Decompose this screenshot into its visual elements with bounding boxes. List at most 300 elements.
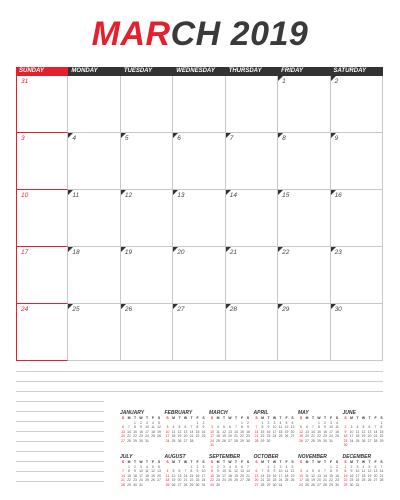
- day-cell: [278, 247, 330, 304]
- mini-weekday: T: [190, 460, 193, 464]
- mini-weekday: W: [228, 416, 232, 420]
- mini-weekday: S: [291, 460, 294, 464]
- mini-day: 24: [299, 482, 303, 487]
- mini-day: 16: [201, 429, 206, 434]
- mini-day: 11: [305, 473, 309, 478]
- mini-day: 24: [278, 478, 283, 482]
- mini-day: 13: [228, 429, 232, 434]
- day-cell: [226, 133, 278, 190]
- mini-day: 31: [210, 443, 214, 447]
- mini-weekday: S: [291, 416, 294, 420]
- mini-day: 23: [272, 478, 277, 482]
- mini-day: 28: [254, 438, 259, 443]
- mini-month: [343, 454, 385, 494]
- mini-day: 4: [306, 469, 308, 473]
- mini-day: 29: [240, 438, 244, 443]
- weekday-thursday: THURSDAY: [226, 67, 278, 76]
- mini-day: 22: [317, 434, 321, 438]
- mini-weekday: F: [196, 460, 199, 464]
- day-number: 9: [334, 135, 339, 142]
- mini-day: 20: [367, 434, 372, 438]
- day-cell: [226, 76, 278, 133]
- mini-day: 18: [228, 473, 232, 478]
- mini-day: 13: [121, 429, 125, 434]
- mini-day: 11: [151, 425, 155, 429]
- mini-day: 12: [299, 429, 303, 434]
- year-overview: [120, 410, 386, 495]
- mini-day: 25: [355, 438, 360, 443]
- mini-day: 14: [183, 473, 188, 478]
- mini-day: 29: [317, 438, 321, 443]
- mini-day: 28: [260, 482, 265, 487]
- mini-day: 13: [240, 469, 244, 473]
- day-cell: [121, 133, 173, 190]
- day-cell: [16, 190, 68, 247]
- mini-day: 21: [183, 478, 188, 482]
- day-number: 6: [177, 135, 181, 142]
- mini-day: 12: [177, 429, 182, 434]
- mini-day: 2: [140, 420, 142, 425]
- mini-day: 30: [266, 438, 271, 443]
- mini-weekday: M: [261, 460, 264, 464]
- mini-day: 26: [171, 482, 176, 487]
- mini-day: 13: [367, 429, 372, 434]
- mini-day: 3: [211, 425, 213, 429]
- note-line: [16, 362, 383, 372]
- mini-day: 19: [222, 434, 226, 438]
- mini-day: 10: [355, 469, 360, 473]
- mini-day: 11: [335, 425, 339, 429]
- mini-day: 7: [247, 464, 249, 469]
- mini-weekday: F: [240, 460, 244, 464]
- mini-weekday: T: [368, 460, 371, 464]
- mini-day: 5: [172, 469, 175, 473]
- mini-weekday: T: [311, 460, 315, 464]
- mini-day: 15: [240, 429, 244, 434]
- day-cell: [16, 247, 68, 304]
- mini-month: [165, 410, 207, 450]
- mini-weekday: F: [285, 460, 288, 464]
- mini-month-name: MAY: [298, 410, 309, 416]
- mini-day: 17: [222, 473, 226, 478]
- mini-month-name: JUNE: [342, 410, 356, 416]
- mini-day: 26: [361, 438, 366, 443]
- mini-day: 15: [260, 429, 265, 434]
- mini-day: 10: [222, 469, 226, 473]
- mini-day: 5: [362, 425, 365, 429]
- mini-day: 2: [273, 464, 276, 469]
- mini-day: 26: [157, 434, 161, 438]
- mini-month-name: APRIL: [253, 410, 269, 416]
- mini-month: [343, 410, 385, 450]
- mini-day: 4: [166, 469, 169, 473]
- mini-day: 16: [343, 434, 348, 438]
- mini-day: 20: [240, 473, 244, 478]
- day-cell: [68, 76, 120, 133]
- mini-day: 29: [329, 482, 333, 487]
- mini-day: 29: [127, 482, 131, 487]
- day-cell: [16, 133, 68, 190]
- mini-day: 26: [299, 438, 303, 443]
- mini-day: 10: [349, 429, 354, 434]
- day-number: 16: [334, 192, 342, 199]
- day-number: 17: [21, 249, 29, 256]
- mini-day: 30: [133, 482, 137, 487]
- mini-day: 1: [134, 420, 136, 425]
- mini-day: 1: [380, 420, 383, 425]
- mini-day: 5: [300, 425, 302, 429]
- mini-day: 19: [367, 473, 372, 478]
- day-number: 14: [229, 192, 237, 199]
- mini-day: 25: [145, 478, 149, 482]
- mini-day: 21: [189, 434, 194, 438]
- day-cell: [173, 247, 225, 304]
- mini-day: 27: [317, 482, 321, 487]
- mini-weekday: F: [329, 460, 333, 464]
- mini-weekday: T: [267, 416, 270, 420]
- day-cell: [121, 76, 173, 133]
- mini-day: 31: [145, 438, 149, 443]
- mini-day: 30: [343, 443, 348, 447]
- mini-day: 19: [151, 473, 155, 478]
- mini-day: 27: [121, 438, 125, 443]
- mini-day: 14: [260, 473, 265, 478]
- mini-day: 16: [266, 429, 271, 434]
- mini-day: 30: [246, 438, 250, 443]
- day-cells: [16, 76, 383, 361]
- mini-day: 31: [278, 482, 283, 487]
- mini-day: 24: [272, 434, 277, 438]
- mini-day: 24: [165, 438, 170, 443]
- mini-day: 19: [290, 473, 295, 478]
- mini-weekday: S: [255, 416, 258, 420]
- mini-day: 9: [202, 425, 205, 429]
- day-cell: [173, 304, 225, 361]
- mini-day: 27: [177, 482, 182, 487]
- day-cell: [226, 304, 278, 361]
- mini-weekday: T: [368, 416, 371, 420]
- mini-weekday: F: [285, 416, 288, 420]
- mini-day: 29: [260, 438, 265, 443]
- mini-day: 28: [127, 438, 131, 443]
- mini-day: 9: [344, 429, 347, 434]
- mini-weekday: W: [183, 416, 188, 420]
- mini-month: [120, 454, 162, 494]
- mini-day: 14: [246, 469, 250, 473]
- mini-day: 29: [343, 482, 348, 487]
- day-number: 3: [21, 135, 25, 142]
- mini-month-name: NOVEMBER: [298, 454, 327, 460]
- mini-day: 16: [349, 473, 354, 478]
- mini-day: 10: [272, 425, 277, 429]
- mini-day: 28: [121, 482, 125, 487]
- mini-weekday: M: [172, 460, 175, 464]
- day-number: 8: [282, 135, 286, 142]
- mini-day: 9: [324, 425, 326, 429]
- mini-weekday: T: [279, 416, 282, 420]
- mini-weekday: F: [374, 416, 377, 420]
- mini-day: 3: [140, 464, 142, 469]
- mini-weekday: W: [183, 460, 188, 464]
- mini-month-name: DECEMBER: [342, 454, 372, 460]
- day-cell: [68, 133, 120, 190]
- note-line: [16, 382, 383, 392]
- mini-day: 1: [267, 464, 270, 469]
- mini-day: 3: [166, 425, 169, 429]
- mini-day: 16: [246, 429, 250, 434]
- mini-day: 21: [311, 434, 315, 438]
- mini-day: 9: [217, 469, 219, 473]
- mini-weekday: S: [210, 416, 214, 420]
- mini-day: 16: [335, 473, 339, 478]
- mini-month-name: OCTOBER: [253, 454, 279, 460]
- mini-day: 5: [291, 464, 294, 469]
- mini-day: 14: [121, 473, 125, 478]
- mini-day: 24: [349, 438, 354, 443]
- mini-day: 5: [178, 425, 181, 429]
- mini-day: 17: [329, 429, 333, 434]
- day-cell: [173, 190, 225, 247]
- mini-day: 19: [284, 429, 289, 434]
- mini-day: 13: [254, 473, 259, 478]
- day-cell: [278, 190, 330, 247]
- mini-weekday: T: [356, 460, 359, 464]
- mini-day: 5: [285, 420, 288, 425]
- mini-day: 27: [290, 434, 295, 438]
- mini-day: 24: [355, 478, 360, 482]
- mini-weekday: S: [344, 460, 347, 464]
- mini-day: 12: [290, 469, 295, 473]
- mini-day: 24: [210, 438, 214, 443]
- mini-day: 20: [121, 434, 125, 438]
- mini-day: 22: [240, 434, 244, 438]
- mini-day: 22: [133, 434, 137, 438]
- day-number: 15: [282, 192, 290, 199]
- mini-day: 21: [260, 478, 265, 482]
- mini-day: 11: [361, 469, 366, 473]
- mini-day: 12: [367, 469, 372, 473]
- mini-day: 6: [318, 469, 320, 473]
- mini-day: 8: [134, 425, 136, 429]
- mini-weekday: T: [234, 416, 238, 420]
- mini-day: 3: [146, 420, 148, 425]
- mini-month: [298, 454, 340, 494]
- mini-day: 2: [217, 464, 219, 469]
- mini-month: [165, 454, 207, 494]
- mini-day: 8: [241, 425, 243, 429]
- mini-day: 5: [158, 420, 160, 425]
- day-number: 4: [72, 135, 77, 142]
- mini-day: 23: [139, 434, 143, 438]
- mini-day: 11: [355, 429, 360, 434]
- day-number: 13: [177, 192, 185, 199]
- mini-day: 21: [379, 473, 384, 478]
- mini-day: 4: [285, 464, 288, 469]
- mini-day: 10: [278, 469, 283, 473]
- mini-month-name: SEPTEMBER: [209, 454, 241, 460]
- mini-day: 29: [210, 482, 214, 487]
- mini-weekday: W: [361, 460, 366, 464]
- mini-day: 22: [195, 434, 200, 438]
- mini-day: 23: [216, 478, 220, 482]
- mini-month: [298, 410, 340, 450]
- mini-day: 28: [311, 438, 315, 443]
- mini-day: 25: [335, 434, 339, 438]
- mini-weekday: T: [356, 416, 359, 420]
- mini-weekday: S: [299, 460, 303, 464]
- mini-day: 20: [305, 434, 309, 438]
- mini-day: 2: [196, 464, 199, 469]
- mini-month-name: JANUARY: [120, 410, 145, 416]
- mini-weekday: S: [121, 460, 125, 464]
- mini-day: 25: [361, 478, 366, 482]
- mini-day: 18: [284, 473, 289, 478]
- mini-day: 3: [350, 425, 353, 429]
- mini-day: 17: [355, 473, 360, 478]
- mini-day: 13: [305, 429, 309, 434]
- mini-month-name: JULY: [120, 454, 133, 460]
- mini-day: 22: [127, 478, 131, 482]
- mini-day: 8: [261, 425, 264, 429]
- mini-month: [120, 410, 162, 450]
- mini-day: 27: [240, 478, 244, 482]
- mini-day: 6: [229, 425, 231, 429]
- day-cell: [331, 76, 383, 133]
- day-cell: [226, 247, 278, 304]
- mini-day: 6: [178, 469, 181, 473]
- mini-day: 8: [330, 469, 332, 473]
- mini-day: 10: [210, 429, 214, 434]
- mini-day: 2: [336, 464, 338, 469]
- mini-day: 21: [234, 434, 238, 438]
- mini-day: 18: [165, 478, 170, 482]
- mini-day: 6: [306, 425, 308, 429]
- mini-day: 29: [266, 482, 271, 487]
- day-cell: [278, 133, 330, 190]
- day-number: 22: [282, 249, 290, 256]
- mini-day: 11: [278, 425, 283, 429]
- mini-month: [209, 454, 251, 494]
- mini-day: 29: [379, 438, 384, 443]
- mini-weekday: S: [335, 416, 339, 420]
- mini-day: 13: [317, 473, 321, 478]
- mini-day: 11: [171, 429, 176, 434]
- mini-weekday: M: [350, 416, 353, 420]
- mini-day: 14: [311, 429, 315, 434]
- mini-weekday: F: [196, 416, 199, 420]
- day-number: 30: [334, 306, 342, 313]
- mini-day: 24: [145, 434, 149, 438]
- mini-weekday: M: [127, 416, 131, 420]
- mini-day: 10: [145, 425, 149, 429]
- mini-day: 4: [336, 420, 338, 425]
- mini-day: 27: [228, 438, 232, 443]
- mini-day: 12: [234, 469, 238, 473]
- mini-day: 23: [349, 478, 354, 482]
- mini-day: 23: [133, 478, 137, 482]
- mini-day: 27: [367, 438, 372, 443]
- mini-day: 1: [241, 420, 243, 425]
- mini-day: 24: [201, 478, 206, 482]
- mini-day: 1: [330, 464, 332, 469]
- day-cell: [121, 304, 173, 361]
- mini-day: 28: [379, 478, 384, 482]
- mini-weekday: W: [139, 460, 143, 464]
- mini-day: 21: [373, 434, 378, 438]
- mini-day: 30: [195, 482, 200, 487]
- mini-day: 27: [305, 438, 309, 443]
- mini-day: 26: [234, 478, 238, 482]
- mini-day: 4: [229, 464, 231, 469]
- mini-day: 12: [311, 473, 315, 478]
- mini-weekday: S: [166, 460, 169, 464]
- mini-day: 8: [344, 469, 347, 473]
- mini-day: 6: [184, 425, 187, 429]
- note-line: [16, 412, 104, 422]
- mini-day: 8: [211, 469, 213, 473]
- mini-day: 20: [228, 434, 232, 438]
- mini-day: 19: [361, 434, 366, 438]
- mini-day: 17: [349, 434, 354, 438]
- mini-day: 4: [217, 425, 219, 429]
- mini-weekday: T: [133, 416, 137, 420]
- mini-day: 19: [177, 434, 182, 438]
- mini-day: 10: [139, 469, 143, 473]
- mini-day: 2: [247, 420, 249, 425]
- mini-day: 12: [171, 473, 176, 478]
- mini-day: 3: [300, 469, 302, 473]
- mini-day: 1: [196, 420, 199, 425]
- mini-day: 8: [128, 469, 130, 473]
- mini-weekday: S: [380, 460, 383, 464]
- mini-day: 15: [210, 473, 214, 478]
- mini-day: 3: [273, 420, 276, 425]
- mini-day: 9: [140, 425, 142, 429]
- mini-day: 18: [335, 429, 339, 434]
- day-number: 12: [124, 192, 133, 199]
- mini-day: 4: [356, 425, 359, 429]
- mini-weekday: T: [323, 416, 327, 420]
- mini-weekday: W: [361, 416, 366, 420]
- mini-day: 18: [145, 473, 149, 478]
- mini-day: 5: [223, 425, 225, 429]
- mini-day: 18: [171, 434, 176, 438]
- mini-day: 7: [374, 425, 377, 429]
- weekday-monday: MONDAY: [68, 67, 120, 76]
- day-cell: [278, 304, 330, 361]
- mini-day: 6: [291, 420, 294, 425]
- mini-weekday: M: [216, 416, 220, 420]
- note-line: [16, 392, 104, 402]
- mini-day: 31: [329, 438, 333, 443]
- mini-day: 12: [361, 429, 366, 434]
- mini-day: 30: [323, 438, 327, 443]
- day-cell: [68, 190, 120, 247]
- mini-day: 23: [195, 478, 200, 482]
- mini-day: 22: [210, 478, 214, 482]
- mini-weekday: M: [305, 460, 309, 464]
- mini-day: 18: [216, 434, 220, 438]
- mini-day: 1: [211, 464, 213, 469]
- weekday-wednesday: WEDNESDAY: [173, 67, 225, 76]
- mini-day: 5: [235, 464, 237, 469]
- mini-weekday: T: [178, 460, 181, 464]
- mini-day: 20: [373, 473, 378, 478]
- weekday-saturday: SATURDAY: [331, 67, 383, 76]
- mini-day: 26: [311, 482, 315, 487]
- mini-day: 21: [323, 478, 327, 482]
- mini-day: 23: [266, 434, 271, 438]
